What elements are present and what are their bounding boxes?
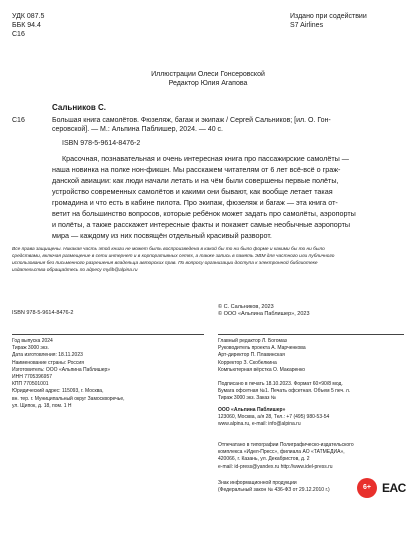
- divider-right: [218, 334, 404, 335]
- annotation-line: и полёты, а также расскажет интересные факты и покажет самые необычные аэропорты: [52, 220, 351, 229]
- info-line: Дата изготовления: 18.11.2023: [12, 352, 83, 359]
- info-line: ИНН 7705396957: [12, 374, 53, 381]
- publisher-line: 123060, Москва, а/я 28, Тел.: +7 (495) 980-53-54: [218, 414, 330, 421]
- annotation-line: наша новинка на полке нон-фикшн. Мы расскажем читателям от 6 лет всё-всё о граж-: [52, 165, 341, 174]
- illustrator-credit: Иллюстрации Олеси Гонсеровской: [151, 71, 265, 78]
- catalog-isbn: ISBN 978-5-9614-8476-2: [62, 140, 141, 147]
- printer-line: комплекса «Идел-Пресс», филиала АО «ТАТМЕДИА»,: [218, 449, 345, 456]
- age-rating-badge: 6+: [357, 478, 377, 498]
- annotation-line: данской авиации: как люди начали летать и на чём были совершены первые полёты,: [52, 176, 339, 185]
- annotation-line: Красочная, познавательная и очень интересная книга про пассажирские самолёты —: [62, 154, 349, 163]
- staff-line: Руководитель проекта А. Марченкова: [218, 345, 306, 352]
- catalog-desc-line: Большая книга самолётов. Фюзеляж, багаж и экипаж / Сергей Сальников; [ил. О. Гон-: [52, 117, 331, 124]
- annotation-line: устройство современных самолётов и какими они бывают, как вообще летает такая: [52, 187, 333, 196]
- legal-line: Все права защищены. Никакая часть этой книги не может быть воспроизведена в какой бы то ни было форме и какими бы то ни было: [12, 247, 325, 252]
- printer-line: Отпечатано в типографии Полиграфическо-издательского: [218, 442, 354, 448]
- sponsor-block: [290, 12, 400, 30]
- legal-line: средствами, включая размещение в сети интернет и в корпоративных сетях, а также запись в память ЭВМ для частного или публичного: [12, 254, 335, 259]
- info-line: Год выпуска 2024: [12, 338, 53, 344]
- copyright-line: © С. Сальников, 2023: [218, 304, 274, 310]
- info-line: Наименование страны: Россия: [12, 359, 84, 366]
- print-line: Бумага офсетная №1. Печать офсетная. Объем 5 печ. л.: [218, 388, 351, 395]
- catalog-author: Сальников С.: [52, 103, 106, 112]
- legal-line: использования без письменного разрешения владельца авторских прав. По вопросу организации доступа к электронной библиотеке: [12, 261, 318, 266]
- print-line: Подписано в печать 18.10.2023. Формат 60×90/8 мод.: [218, 381, 343, 387]
- print-specs: [218, 381, 350, 403]
- info-line: ул. Щипок, д. 18, пом. 1 Н: [12, 402, 72, 409]
- annotation-line: мира — каждому из них посвящён отдельный красивый разворот.: [52, 231, 272, 240]
- info-line: Изготовитель: ООО «Альпина Паблишер»: [12, 366, 111, 373]
- staff-line: Главный редактор Л. Богомаз: [218, 338, 287, 344]
- printer-line: e-mail: id-press@yandex.ru http://www.idel-press.ru: [218, 463, 333, 470]
- copyright-block: [218, 304, 310, 318]
- isbn-line: ISBN 978-5-9614-8476-2: [12, 310, 74, 316]
- sign-line: Знак информационной продукции: [218, 480, 297, 486]
- divider-left: [12, 334, 204, 335]
- sign-line: (Федеральный закон № 436-ФЗ от 29.12.2010 г.): [218, 487, 330, 494]
- annotation-line: громадина и что есть в кабине пилота. Про экипаж, фюзеляж и багаж — эта книга от-: [52, 198, 338, 207]
- publisher-block: [218, 407, 329, 429]
- publisher-line: www.alpina.ru, e-mail: info@alpina.ru: [218, 421, 301, 428]
- info-line: Тираж 3000 экз.: [12, 345, 49, 352]
- production-info: [12, 338, 125, 410]
- staff-block: [218, 338, 306, 374]
- info-line: вн. тер. г. Муниципальный округ Замоскворечье,: [12, 395, 125, 402]
- printer-line: 420066, г. Казань, ул. Декабристов, д. 2: [218, 456, 310, 463]
- eac-mark: EAC: [382, 481, 406, 495]
- copyright-line: © ООО «Альпина Паблишер», 2023: [218, 311, 310, 317]
- editor-credit: Редактор Юлия Агапова: [168, 80, 248, 87]
- annotation: [52, 153, 404, 241]
- catalog-description: [52, 116, 404, 134]
- udk-code: УДК 087.5: [12, 13, 45, 20]
- catalog-code: С16: [12, 117, 25, 124]
- author-sign: С16: [12, 31, 25, 38]
- legal-line: издательства обращайтесь по адресу mylib@alpina.ru: [12, 268, 138, 273]
- annotation-line: ветит на большинство вопросов, которые ребёнок может задать про самолёты, аэропорты: [52, 209, 356, 218]
- sponsor-line-2: S7 Airlines: [290, 22, 324, 29]
- publisher-name: ООО «Альпина Паблишер»: [218, 407, 286, 413]
- sponsor-line-1: Издано при содействии: [290, 13, 367, 20]
- printer-block: [218, 442, 354, 471]
- catalog-desc-line: серовской]. — М.: Альпина Паблишер, 2024. — 40 с.: [52, 126, 224, 133]
- legal-notice: [12, 246, 404, 274]
- bbk-code: ББК 94.4: [12, 22, 41, 29]
- udk-block: [12, 12, 44, 39]
- credits: [0, 70, 416, 88]
- info-line: Юридический адрес: 115093, г. Москва,: [12, 388, 104, 395]
- staff-line: Компьютерная вёрстка О. Макаренко: [218, 366, 306, 373]
- staff-line: Арт-директор П. Плавинская: [218, 352, 285, 359]
- staff-line: Корректор З. Скобелкина: [218, 359, 277, 366]
- info-product-sign: [218, 480, 330, 494]
- info-line: КПП 770501001: [12, 381, 49, 388]
- print-line: Тираж 3000 экз. Заказ №: [218, 395, 277, 402]
